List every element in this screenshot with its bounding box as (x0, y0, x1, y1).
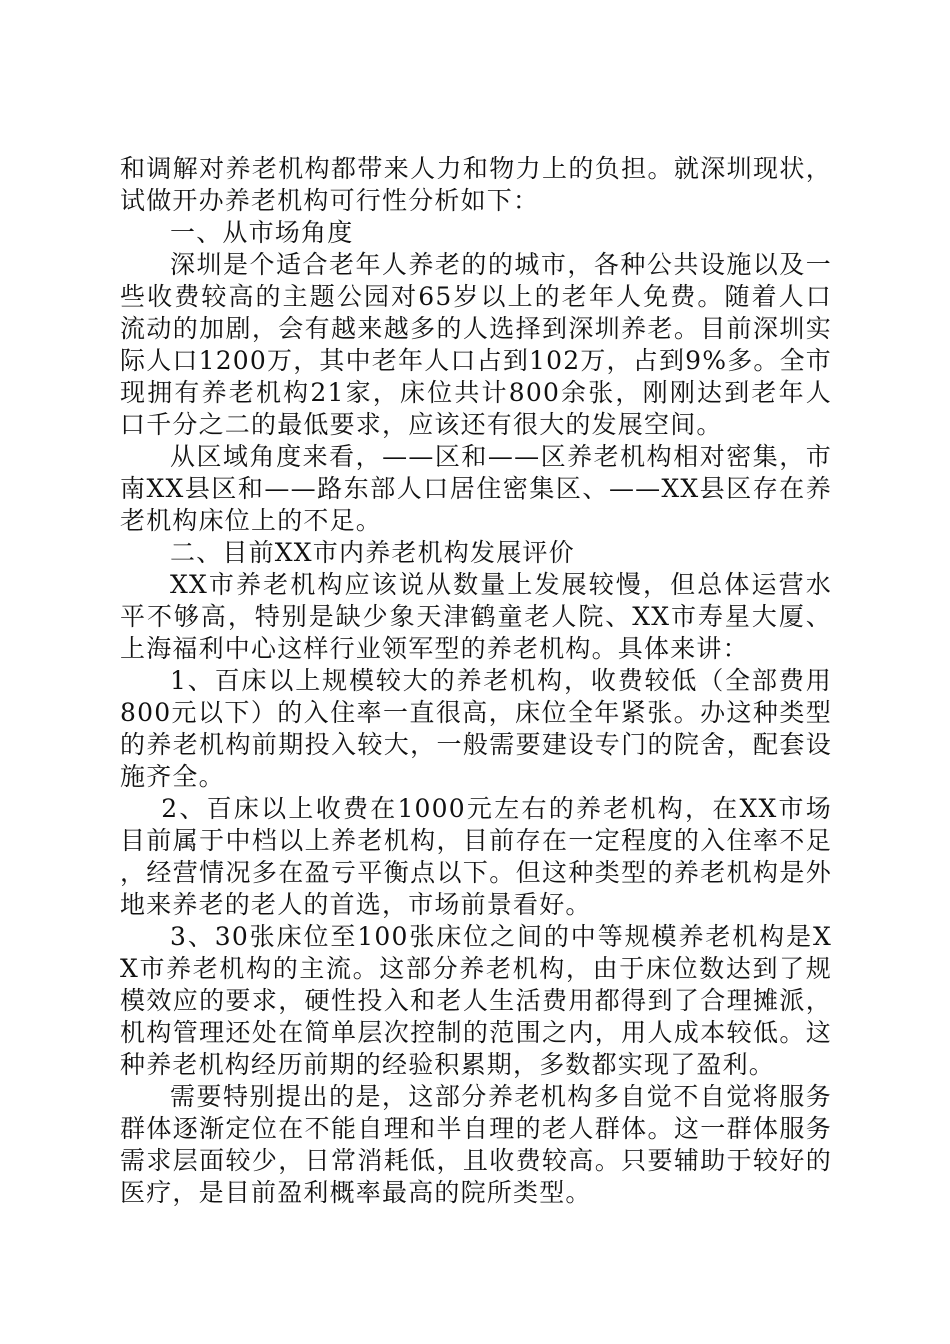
paragraph-special-note: 需要特别提出的是，这部分养老机构多自觉不自觉将服务群体逐渐定位在不能自理和半自理的老人群体。这一群体服务需求层面较少，日常消耗低，且收费较高。只要辅助于较好的医疗，是目前盈利概率最高的院所类型。 (120, 1082, 832, 1207)
document-body (120, 153, 832, 1209)
paragraph-regional-view: 从区域角度来看，——区和——区养老机构相对密集，市南XX县区和——路东部人口居住密集区、——XX县区存在养老机构床位上的不足。 (120, 442, 832, 535)
paragraph-continuation: 和调解对养老机构都带来人力和物力上的负担。就深圳现状，试做开办养老机构可行性分析如下： (120, 154, 832, 215)
section-heading-market: 一、从市场角度 (170, 218, 354, 247)
paragraph-item-1: 1、百床以上规模较大的养老机构，收费较低（全部费用800元以下）的入住率一直很高，床位全年紧张。办这种类型的养老机构前期投入较大，一般需要建设专门的院舍，配套设施齐全。 (120, 666, 832, 791)
section-heading-evaluation: 二、目前XX市内养老机构发展评价 (170, 538, 575, 567)
paragraph-item-3: 3、30张床位至100张床位之间的中等规模养老机构是XX市养老机构的主流。这部分养老机构，由于床位数达到了规模效应的要求，硬性投入和老人生活费用都得到了合理摊派，机构管理还处在简单层次控制的范围之内，用人成本较低。这种养老机构经历前期的经验积累期，多数都实现了盈利。 (120, 922, 832, 1079)
paragraph-shenzhen-market: 深圳是个适合老年人养老的的城市，各种公共设施以及一些收费较高的主题公园对65岁以上的老年人免费。随着人口流动的加剧，会有越来越多的人选择到深圳养老。目前深圳实际人口1200万，其中老年人口占到102万，占到9%多。全市现拥有养老机构21家，床位共计800余张，刚刚达到老年人口千分之二的最低要求，应该还有很大的发展空间。 (120, 250, 833, 439)
paragraph-evaluation-intro: XX市养老机构应该说从数量上发展较慢，但总体运营水平不够高，特别是缺少象天津鹤童老人院、XX市寿星大厦、上海福利中心这样行业领军型的养老机构。具体来讲： (120, 570, 832, 663)
paragraph-item-2: 2、百床以上收费在1000元左右的养老机构，在XX市场目前属于中档以上养老机构，目前存在一定程度的入住率不足，经营情况多在盈亏平衡点以下。但这种类型的养老机构是外地来养老的老人的首选，市场前景看好。 (120, 794, 832, 919)
